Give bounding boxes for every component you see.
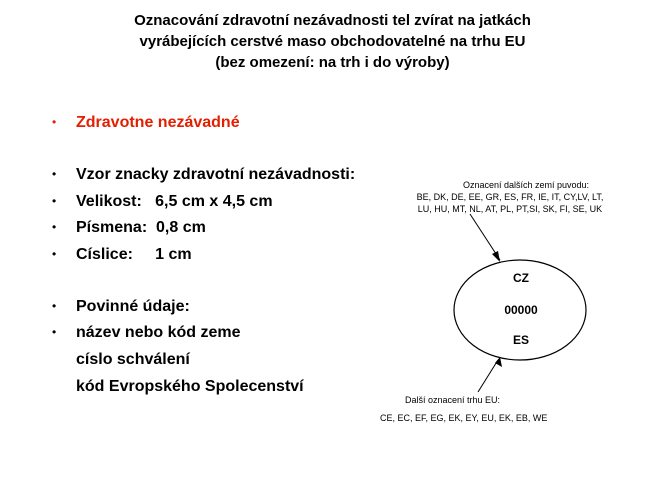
title-line-2: vyrábejících cerstvé maso obchodovatelné na trhu EU <box>139 33 526 50</box>
section-heading: Zdravotne nezávadné <box>76 114 240 131</box>
letters-label: Písmena: 0,8 cm <box>76 219 206 236</box>
title-line-1: Oznacování zdravotní nezávadnosti tel zvírat na jatkách <box>134 12 531 29</box>
bullet-dot: • <box>52 325 57 339</box>
arrow-eu-line <box>478 360 498 392</box>
digits-label: Císlice: 1 cm <box>76 246 192 263</box>
mandatory-label: Povinné údaje: <box>76 298 190 315</box>
mark-country-code: CZ <box>513 271 529 285</box>
arrow-countries-head <box>492 251 500 262</box>
other-countries-line-1: BE, DK, DE, EE, GR, ES, FR, IE, IT, CY,LV, LT, <box>416 192 604 202</box>
other-countries-line-2: LU, HU, MT, NL, AT, PL, PT,SI, SK, FI, SE, UK <box>417 204 603 214</box>
bullet-dot: • <box>52 194 57 208</box>
bullet-dot: • <box>52 220 57 234</box>
bullet-dot: • <box>52 247 57 261</box>
bullet-dot: • <box>52 115 57 129</box>
bullet-dot: • <box>52 299 57 313</box>
eu-codes: CE, EC, EF, EG, EK, EY, EU, EK, EB, WE <box>380 413 548 423</box>
pattern-label: Vzor znacky zdravotní nezávadnosti: <box>76 166 356 183</box>
country-label: název nebo kód zeme <box>76 324 241 341</box>
title-line-3: (bez omezení: na trh i do výroby) <box>215 54 450 71</box>
size-label: Velikost: 6,5 cm x 4,5 cm <box>76 193 273 210</box>
other-countries-heading: Oznacení dalších zemí puvodu: <box>462 180 590 190</box>
bullet-dot: • <box>52 167 57 181</box>
approval-label: císlo schválení <box>76 351 190 368</box>
mark-approval-number: 00000 <box>504 303 538 317</box>
eu-heading: Další oznacení trhu EU: <box>405 395 501 405</box>
community-label: kód Evropského Spolecenství <box>76 378 304 395</box>
mark-community-code: ES <box>512 333 529 347</box>
